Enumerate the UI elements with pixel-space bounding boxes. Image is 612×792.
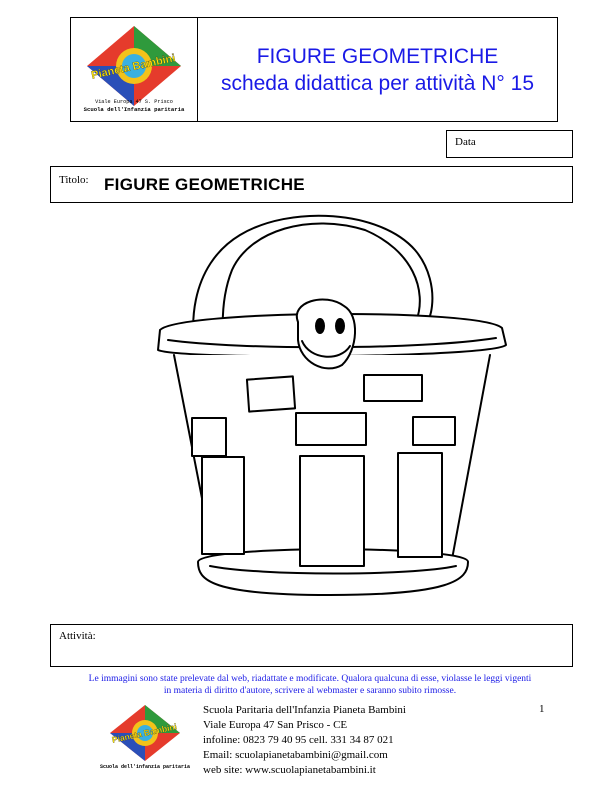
shape-rect-5 [413, 417, 455, 445]
pianeta-bambini-footer-logo [100, 703, 190, 771]
shape-rect-4 [296, 413, 366, 445]
svg-text:Scuola dell'infanzia paritaria: Scuola dell'infanzia paritaria [100, 764, 190, 770]
disclaimer-line1: Le immagini sono state prelevate dal web, riadattate e modificate. Qualora qualcuna di esse, violasse le leggi vigenti [88, 674, 532, 684]
copyright-disclaimer [30, 673, 590, 697]
shape-rect-7 [300, 456, 364, 566]
footer-phones: infoline: 0823 79 40 95 cell. 331 34 87 021 [203, 734, 394, 746]
disclaimer-line2: in materia di diritto d'autore, scrivere al webmaster e saranno subito rimosse. [163, 686, 457, 696]
footer-school: Scuola Paritaria dell'Infanzia Pianeta Bambini [203, 704, 406, 716]
date-label: Data [455, 136, 476, 148]
footer-contact-info [203, 703, 406, 778]
title-value: FIGURE GEOMETRICHE [104, 175, 305, 194]
shape-rect-2 [364, 375, 422, 401]
footer-website[interactable]: web site: www.scuolapianetabambini.it [203, 764, 376, 776]
page-number: 1 [539, 703, 545, 715]
shape-rect-8 [398, 453, 442, 557]
bucket-face [297, 299, 355, 368]
header-title-line1: FIGURE GEOMETRICHE [256, 44, 499, 68]
title-field[interactable] [50, 166, 573, 203]
svg-text:Pianeta Bambini: Pianeta Bambini [90, 52, 177, 82]
shape-rect-6 [202, 457, 244, 554]
date-field[interactable] [446, 130, 573, 158]
shape-rect-1 [247, 376, 295, 411]
activity-label: Attività: [59, 630, 96, 642]
header-title-line2: scheda didattica per attività N° 15 [220, 71, 535, 95]
svg-text:Viale Europa 47 S. Prisco: Viale Europa 47 S. Prisco [95, 99, 173, 105]
shape-rect-3 [192, 418, 226, 456]
svg-text:Pianeta Bambini: Pianeta Bambini [110, 721, 178, 745]
footer-address: Viale Europa 47 San Prisco - CE [203, 719, 348, 731]
title-label: Titolo: [59, 174, 89, 186]
pianeta-bambini-logo [77, 24, 191, 116]
header-box [70, 17, 558, 122]
header-title [198, 18, 557, 121]
footer-email[interactable]: Email: scuolapianetabambini@gmail.com [203, 749, 388, 761]
activity-field[interactable] [50, 624, 573, 667]
smiling-bucket-drawing [150, 210, 510, 615]
svg-text:Scuola dell'Infanzia paritaria: Scuola dell'Infanzia paritaria [83, 106, 185, 113]
